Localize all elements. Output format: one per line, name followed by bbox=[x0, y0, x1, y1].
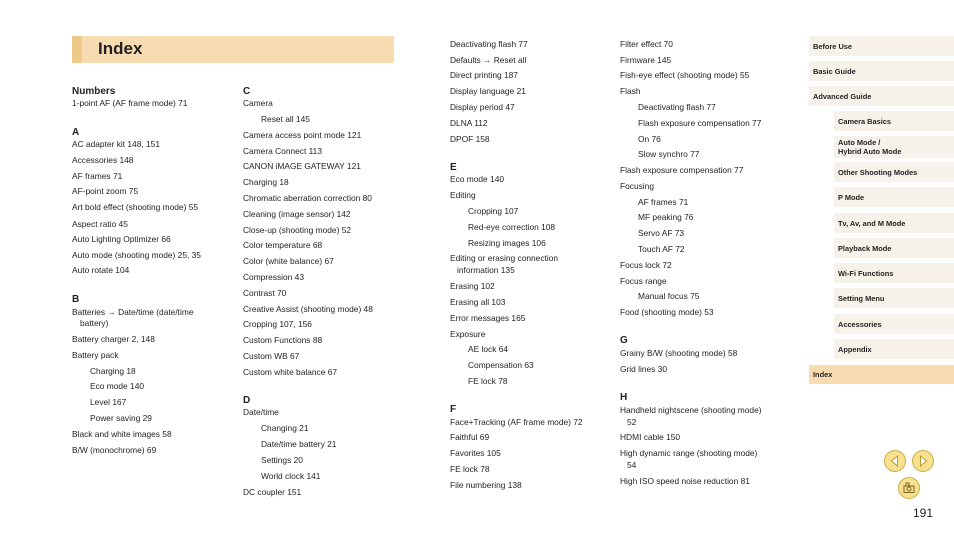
index-entry[interactable]: Erasing all 103 bbox=[450, 297, 506, 307]
index-entry[interactable]: Custom Functions 88 bbox=[243, 335, 323, 345]
index-section-heading: B bbox=[72, 294, 80, 305]
index-entry[interactable]: Resizing images 106 bbox=[468, 238, 546, 248]
index-entry[interactable]: Battery charger 2, 148 bbox=[72, 334, 155, 344]
index-entry[interactable]: B/W (monochrome) 69 bbox=[72, 445, 157, 455]
nav-item-label: Setting Menu bbox=[838, 293, 885, 303]
index-entry[interactable]: Handheld nightscene (shooting mode) bbox=[620, 405, 762, 415]
index-entry[interactable]: HDMI cable 150 bbox=[620, 432, 681, 442]
index-entry[interactable]: Compression 43 bbox=[243, 272, 304, 282]
index-entry[interactable]: Erasing 102 bbox=[450, 281, 495, 291]
nav-item-label: Camera Basics bbox=[838, 116, 892, 126]
index-entry[interactable]: Auto rotate 104 bbox=[72, 265, 130, 275]
nav-item-auto-mode-hybrid-auto-mode[interactable] bbox=[834, 136, 954, 158]
index-entry[interactable]: Focus lock 72 bbox=[620, 260, 672, 270]
index-entry[interactable]: AF frames 71 bbox=[638, 197, 689, 207]
index-entry[interactable]: Face+Tracking (AF frame mode) 72 bbox=[450, 417, 583, 427]
index-entry[interactable]: Date/time bbox=[243, 407, 279, 417]
index-entry[interactable]: Direct printing 187 bbox=[450, 70, 518, 80]
index-entry[interactable]: Grainy B/W (shooting mode) 58 bbox=[620, 348, 738, 358]
index-entry[interactable]: Custom white balance 67 bbox=[243, 367, 338, 377]
index-entry[interactable]: Filter effect 70 bbox=[620, 39, 673, 49]
index-entry[interactable]: Flash exposure compensation 77 bbox=[638, 118, 762, 128]
nav-item-appendix[interactable] bbox=[834, 339, 954, 359]
nav-item-advanced-guide[interactable] bbox=[809, 86, 954, 106]
nav-item-basic-guide[interactable] bbox=[809, 61, 954, 81]
index-entry[interactable]: 54 bbox=[627, 460, 637, 470]
next-page-icon bbox=[913, 451, 933, 471]
index-entry[interactable]: 1-point AF (AF frame mode) 71 bbox=[72, 98, 188, 108]
index-entry[interactable]: Camera Connect 113 bbox=[243, 146, 322, 156]
index-entry[interactable]: Creative Assist (shooting mode) 48 bbox=[243, 304, 373, 314]
index-entry[interactable]: Auto mode (shooting mode) 25, 35 bbox=[72, 250, 201, 260]
nav-item-setting-menu[interactable] bbox=[834, 288, 954, 308]
index-entry[interactable]: Camera bbox=[243, 98, 273, 108]
index-section-heading: Numbers bbox=[72, 86, 116, 97]
index-section-heading: A bbox=[72, 127, 80, 138]
index-entry[interactable]: Cleaning (image sensor) 142 bbox=[243, 209, 351, 219]
index-section-heading: C bbox=[243, 86, 251, 97]
index-entry[interactable]: Servo AF 73 bbox=[638, 228, 685, 238]
index-entry[interactable]: World clock 141 bbox=[261, 471, 321, 481]
index-entry[interactable]: Art bold effect (shooting mode) 55 bbox=[72, 202, 199, 212]
next-page-button[interactable] bbox=[912, 450, 934, 472]
index-entry[interactable]: Battery pack bbox=[72, 350, 119, 360]
prev-page-icon bbox=[885, 451, 905, 471]
nav-item-label: Before Use bbox=[813, 41, 853, 51]
index-entry[interactable]: Compensation 63 bbox=[468, 360, 534, 370]
index-entry[interactable]: AC adapter kit 148, 151 bbox=[72, 139, 160, 149]
index-section-heading: D bbox=[243, 395, 251, 406]
index-entry[interactable]: Color temperature 68 bbox=[243, 240, 323, 250]
index-entry[interactable]: AF frames 71 bbox=[72, 171, 123, 181]
index-entry[interactable]: Camera access point mode 121 bbox=[243, 130, 362, 140]
index-entry[interactable]: CANON iMAGE GATEWAY 121 bbox=[243, 161, 361, 171]
nav-item-playback-mode[interactable] bbox=[834, 238, 954, 258]
home-icon bbox=[899, 478, 919, 498]
index-entry[interactable]: DLNA 112 bbox=[450, 118, 488, 128]
nav-item-label: Accessories bbox=[838, 319, 882, 329]
nav-item-accessories[interactable] bbox=[834, 314, 954, 334]
index-entry[interactable]: Touch AF 72 bbox=[638, 244, 685, 254]
index-entry[interactable]: AF-point zoom 75 bbox=[72, 186, 139, 196]
prev-page-button[interactable] bbox=[884, 450, 906, 472]
index-entry[interactable]: Batteries → Date/time (date/time bbox=[72, 307, 194, 317]
nav-item-wi-fi-functions[interactable] bbox=[834, 263, 954, 283]
index-entry[interactable]: Deactivating flash 77 bbox=[638, 102, 716, 112]
index-entry[interactable]: Accessories 148 bbox=[72, 155, 134, 165]
index-entry[interactable]: Cropping 107 bbox=[468, 206, 519, 216]
index-entry[interactable]: Power saving 29 bbox=[90, 413, 152, 423]
nav-item-label: Auto Mode / Hybrid Auto Mode bbox=[838, 138, 902, 156]
index-entry[interactable]: High dynamic range (shooting mode) bbox=[620, 448, 758, 458]
index-entry[interactable]: DC coupler 151 bbox=[243, 487, 302, 497]
index-entry[interactable]: Reset all 145 bbox=[261, 114, 310, 124]
index-entry[interactable]: Defaults → Reset all bbox=[450, 55, 527, 65]
index-entry[interactable]: Display language 21 bbox=[450, 86, 526, 96]
index-entry[interactable]: Grid lines 30 bbox=[620, 364, 668, 374]
index-entry[interactable]: Charging 18 bbox=[90, 366, 136, 376]
nav-item-label: Other Shooting Modes bbox=[838, 167, 918, 177]
index-entry[interactable]: information 135 bbox=[457, 265, 515, 275]
index-entry[interactable]: Eco mode 140 bbox=[450, 174, 505, 184]
nav-item-label: Index bbox=[813, 370, 833, 379]
index-entry[interactable]: Changing 21 bbox=[261, 423, 309, 433]
index-entry[interactable]: Exposure bbox=[450, 329, 486, 339]
index-entry[interactable]: Deactivating flash 77 bbox=[450, 39, 528, 49]
index-section-heading: F bbox=[450, 404, 457, 415]
index-entry[interactable]: AE lock 64 bbox=[468, 344, 509, 354]
index-entry[interactable]: Chromatic aberration correction 80 bbox=[243, 193, 372, 203]
nav-item-label: Appendix bbox=[838, 344, 872, 354]
index-entry[interactable]: Focus range bbox=[620, 276, 667, 286]
index-entry[interactable]: Fish-eye effect (shooting mode) 55 bbox=[620, 70, 750, 80]
index-entry[interactable]: Food (shooting mode) 53 bbox=[620, 307, 714, 317]
nav-item-tv-av-and-m-mode[interactable] bbox=[834, 213, 954, 233]
index-entry[interactable]: Flash bbox=[620, 86, 641, 96]
index-entry[interactable]: File numbering 138 bbox=[450, 480, 522, 490]
index-entry[interactable]: FE lock 78 bbox=[468, 376, 508, 386]
index-entry[interactable]: Editing bbox=[450, 190, 476, 200]
nav-item-label: Wi-Fi Functions bbox=[838, 268, 894, 278]
index-entry[interactable]: battery) bbox=[80, 318, 109, 328]
nav-item-label: Advanced Guide bbox=[813, 91, 872, 101]
index-entry[interactable]: Black and white images 58 bbox=[72, 429, 172, 439]
index-entry[interactable]: High ISO speed noise reduction 81 bbox=[620, 476, 750, 486]
index-entry[interactable]: Charging 18 bbox=[243, 177, 289, 187]
nav-item-other-shooting-modes[interactable] bbox=[834, 162, 954, 182]
index-entry[interactable]: Color (white balance) 67 bbox=[243, 256, 334, 266]
index-entry[interactable]: Focusing bbox=[620, 181, 654, 191]
index-entry[interactable]: DPOF 158 bbox=[450, 134, 490, 144]
home-button[interactable] bbox=[898, 477, 920, 499]
nav-item-index[interactable] bbox=[809, 365, 954, 384]
nav-item-label: Basic Guide bbox=[813, 66, 856, 76]
index-entry[interactable]: Faithful 69 bbox=[450, 432, 490, 442]
page-number: 191 bbox=[913, 506, 934, 520]
nav-item-camera-basics[interactable] bbox=[834, 111, 954, 131]
page-title: Index bbox=[98, 39, 143, 58]
nav-item-label: P Mode bbox=[838, 192, 865, 202]
index-entry[interactable]: Firmware 145 bbox=[620, 55, 672, 65]
index-entry[interactable]: Manual focus 75 bbox=[638, 291, 700, 301]
index-entry[interactable]: Editing or erasing connection bbox=[450, 253, 559, 263]
index-entry[interactable]: Slow synchro 77 bbox=[638, 149, 700, 159]
index-section-heading: G bbox=[620, 335, 628, 346]
nav-item-p-mode[interactable] bbox=[834, 187, 954, 207]
index-section-heading: E bbox=[450, 162, 457, 173]
nav-item-before-use[interactable] bbox=[809, 36, 954, 56]
index-entry[interactable]: Level 167 bbox=[90, 397, 127, 407]
nav-item-label: Playback Mode bbox=[838, 243, 892, 253]
index-entry[interactable]: Settings 20 bbox=[261, 455, 303, 465]
index-entry[interactable]: FE lock 78 bbox=[450, 464, 490, 474]
index-entry[interactable]: Display period 47 bbox=[450, 102, 515, 112]
index-section-heading: H bbox=[620, 392, 628, 403]
index-entry[interactable]: On 76 bbox=[638, 134, 661, 144]
index-entry[interactable]: Red-eye correction 108 bbox=[468, 222, 556, 232]
index-entry[interactable]: Cropping 107, 156 bbox=[243, 319, 312, 329]
index-entry[interactable]: Close-up (shooting mode) 52 bbox=[243, 225, 352, 235]
index-entry[interactable]: MF peaking 76 bbox=[638, 212, 694, 222]
index-entry[interactable]: Auto Lighting Optimizer 66 bbox=[72, 234, 171, 244]
index-entry[interactable]: Custom WB 67 bbox=[243, 351, 300, 361]
index-entry[interactable]: Error messages 165 bbox=[450, 313, 526, 323]
index-entry[interactable]: Aspect ratio 45 bbox=[72, 219, 128, 229]
nav-item-label: Tv, Av, and M Mode bbox=[838, 218, 906, 228]
index-entry[interactable]: Contrast 70 bbox=[243, 288, 287, 298]
index-entry[interactable]: Favorites 105 bbox=[450, 448, 501, 458]
index-entry[interactable]: 52 bbox=[627, 417, 637, 427]
title-accent bbox=[72, 36, 82, 63]
index-entry[interactable]: Flash exposure compensation 77 bbox=[620, 165, 744, 175]
index-entry[interactable]: Date/time battery 21 bbox=[261, 439, 337, 449]
index-entry[interactable]: Eco mode 140 bbox=[90, 381, 145, 391]
